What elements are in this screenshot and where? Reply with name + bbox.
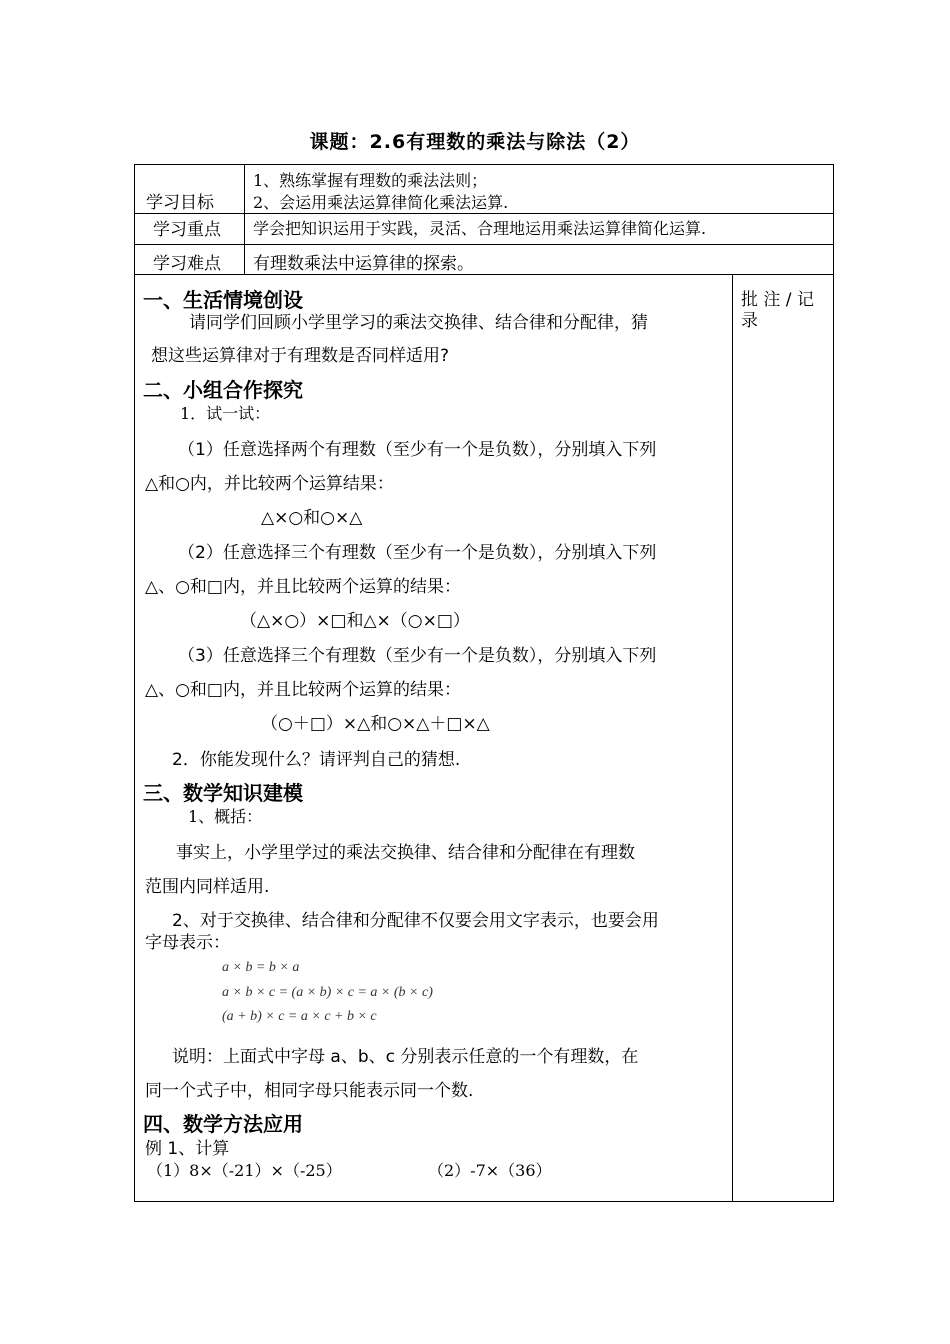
- fact-line2: 范围内同样适用.: [145, 877, 270, 897]
- example-label: 例 1、计算: [145, 1139, 230, 1159]
- formula-distributive: (a + b) × c = a × c + b × c: [222, 1009, 377, 1024]
- difficulties-text: 有理数乘法中运算律的探索。: [253, 254, 474, 274]
- discover-prompt: 2．你能发现什么？请评判自己的猜想.: [172, 750, 461, 770]
- objective-1: 1、熟练掌握有理数的乘法法则；: [253, 171, 488, 190]
- question-1-line2: △和○内，并比较两个运算结果：: [145, 474, 394, 494]
- row-label-objectives: 学习目标: [146, 193, 214, 213]
- section1-text-line1: 请同学们回顾小学里学习的乘法交换律、结合律和分配律，猜: [189, 313, 648, 333]
- section-heading-3: 三、数学知识建模: [143, 781, 303, 805]
- header-row-divider: [134, 244, 834, 245]
- problem-2: （2）-7×（36）: [428, 1161, 552, 1180]
- question-1-expression: △×○和○×△: [261, 508, 363, 528]
- notes-column-divider: [732, 274, 733, 1202]
- question-3-line1: （3）任意选择三个有理数（至少有一个是负数），分别填入下列: [178, 646, 657, 666]
- section-heading-2: 二、小组合作探究: [143, 378, 303, 402]
- question-2-line2: △、○和□内，并且比较两个运算的结果：: [145, 577, 461, 597]
- problem-1: （1）8×（-21）×（-25）: [147, 1161, 342, 1180]
- page-title: 课题：2.6有理数的乘法与除法（2）: [309, 131, 641, 153]
- summary-label: 1、概括：: [188, 807, 263, 826]
- question-2-expression: （△×○）×□和△×（○×□）: [240, 611, 470, 631]
- note-line2: 同一个式子中，相同字母只能表示同一个数.: [145, 1081, 474, 1101]
- question-3-line2: △、○和□内，并且比较两个运算的结果：: [145, 680, 461, 700]
- notes-column-label: 批 注 / 记: [741, 290, 814, 310]
- letters-line1: 2、对于交换律、结合律和分配律不仅要会用文字表示，也要会用: [172, 911, 659, 931]
- objective-2: 2、会运用乘法运算律简化乘法运算.: [253, 193, 509, 212]
- header-table-divider: [244, 164, 245, 275]
- question-3-expression: （○＋□）×△和○×△＋□×△: [261, 714, 490, 734]
- section1-text-line2: 想这些运算律对于有理数是否同样适用?: [151, 346, 450, 366]
- row-label-key-points: 学习重点: [153, 220, 221, 240]
- section-heading-1: 一、生活情境创设: [143, 288, 303, 312]
- formula-associative: a × b × c = (a × b) × c = a × (b × c): [222, 985, 433, 1000]
- row-label-difficulties: 学习难点: [153, 254, 221, 274]
- question-1-line1: （1）任意选择两个有理数（至少有一个是负数），分别填入下列: [178, 440, 657, 460]
- note-line1: 说明：上面式中字母 a、b、c 分别表示任意的一个有理数，在: [172, 1047, 639, 1067]
- header-row-divider: [134, 213, 834, 214]
- try-label: 1．试一试：: [180, 404, 271, 423]
- formula-commutative: a × b = b × a: [222, 960, 300, 975]
- question-2-line1: （2）任意选择三个有理数（至少有一个是负数），分别填入下列: [178, 543, 657, 563]
- notes-column-label-cont: 录: [741, 311, 758, 331]
- section-heading-4: 四、数学方法应用: [143, 1112, 303, 1136]
- key-points-text: 学会把知识运用于实践，灵活、合理地运用乘法运算律简化运算.: [253, 219, 707, 238]
- fact-line1: 事实上，小学里学过的乘法交换律、结合律和分配律在有理数: [176, 843, 635, 863]
- letters-line2: 字母表示：: [145, 933, 230, 953]
